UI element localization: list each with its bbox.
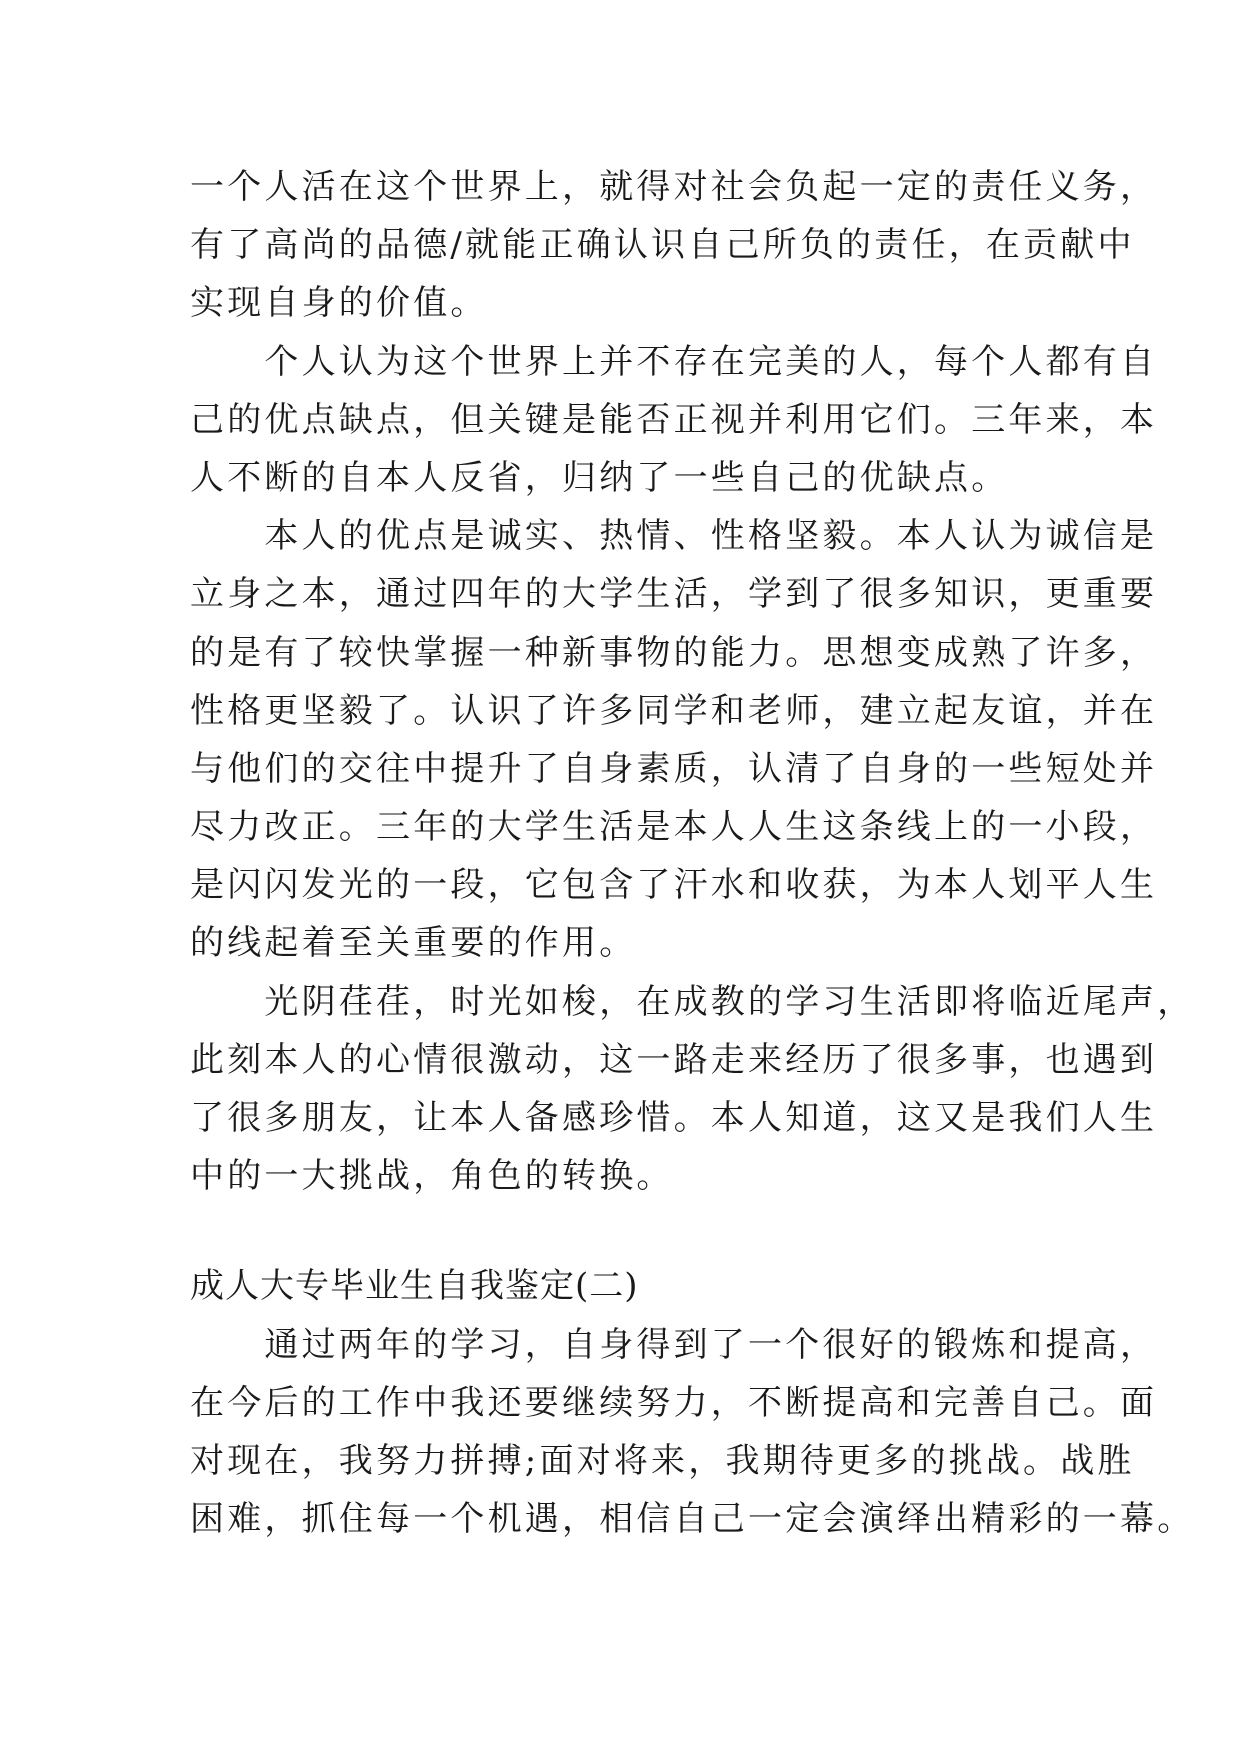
text-line: 的线起着至关重要的作用。 [190,923,637,964]
text-line: 本人的优点是诚实、热情、性格坚毅。本人认为诚信是 [190,516,1158,557]
text-line: 通过两年的学习，自身得到了一个很好的锻炼和提高， [190,1324,1158,1365]
text-line: 个人认为这个世界上并不存在完美的人，每个人都有自 [190,341,1158,382]
text-line: 是闪闪发光的一段，它包含了汗水和收获，为本人划平人生 [190,865,1158,906]
paragraph-1 [190,158,1158,333]
text-line: 困难，抓住每一个机遇，相信自己一定会演绎出精彩的一幕。 [190,1499,1195,1540]
section-heading: 成人大专毕业生自我鉴定(二) [190,1266,639,1307]
document-page [190,158,1195,1548]
text-line: 人不断的自本人反省，归纳了一些自己的优缺点。 [190,457,1009,498]
text-line: 在今后的工作中我还要继续努力，不断提高和完善自己。面 [190,1382,1158,1423]
text-line: 一个人活在这个世界上，就得对社会负起一定的责任义务， [190,167,1158,207]
text-line: 与他们的交往中提升了自身素质，认清了自身的一些短处并 [190,748,1158,789]
text-line: 立身之本，通过四年的大学生活，学到了很多知识，更重要 [190,574,1158,615]
text-line: 性格更坚毅了。认识了许多同学和老师，建立起友谊，并在 [190,690,1158,731]
text-line: 此刻本人的心情很激动，这一路走来经历了很多事，也遇到 [190,1039,1158,1080]
text-line: 对现在，我努力拼搏;面对将来，我期待更多的挑战。战胜 [190,1440,1135,1481]
text-line: 己的优点缺点，但关键是能否正视并利用它们。三年来，本 [190,399,1158,440]
text-line: 尽力改正。三年的大学生活是本人人生这条线上的一小段， [190,807,1158,848]
text-line: 光阴荏荏，时光如梭，在成教的学习生活即将临近尾声， [190,981,1195,1022]
text-line: 了很多朋友，让本人备感珍惜。本人知道，这又是我们人生 [190,1098,1158,1138]
text-line: 实现自身的价值。 [190,283,488,324]
text-line: 有了高尚的品德/就能正确认识自己所负的责任，在贡献中 [190,225,1135,266]
text-line: 的是有了较快掌握一种新事物的能力。思想变成熟了许多， [190,632,1158,673]
paragraph-4 [190,973,1195,1206]
text-line: 中的一大挑战，角色的转换。 [190,1156,674,1197]
closing-paragraph [190,1316,1195,1549]
paragraph-2 [190,333,1158,508]
paragraph-3 [190,507,1158,973]
